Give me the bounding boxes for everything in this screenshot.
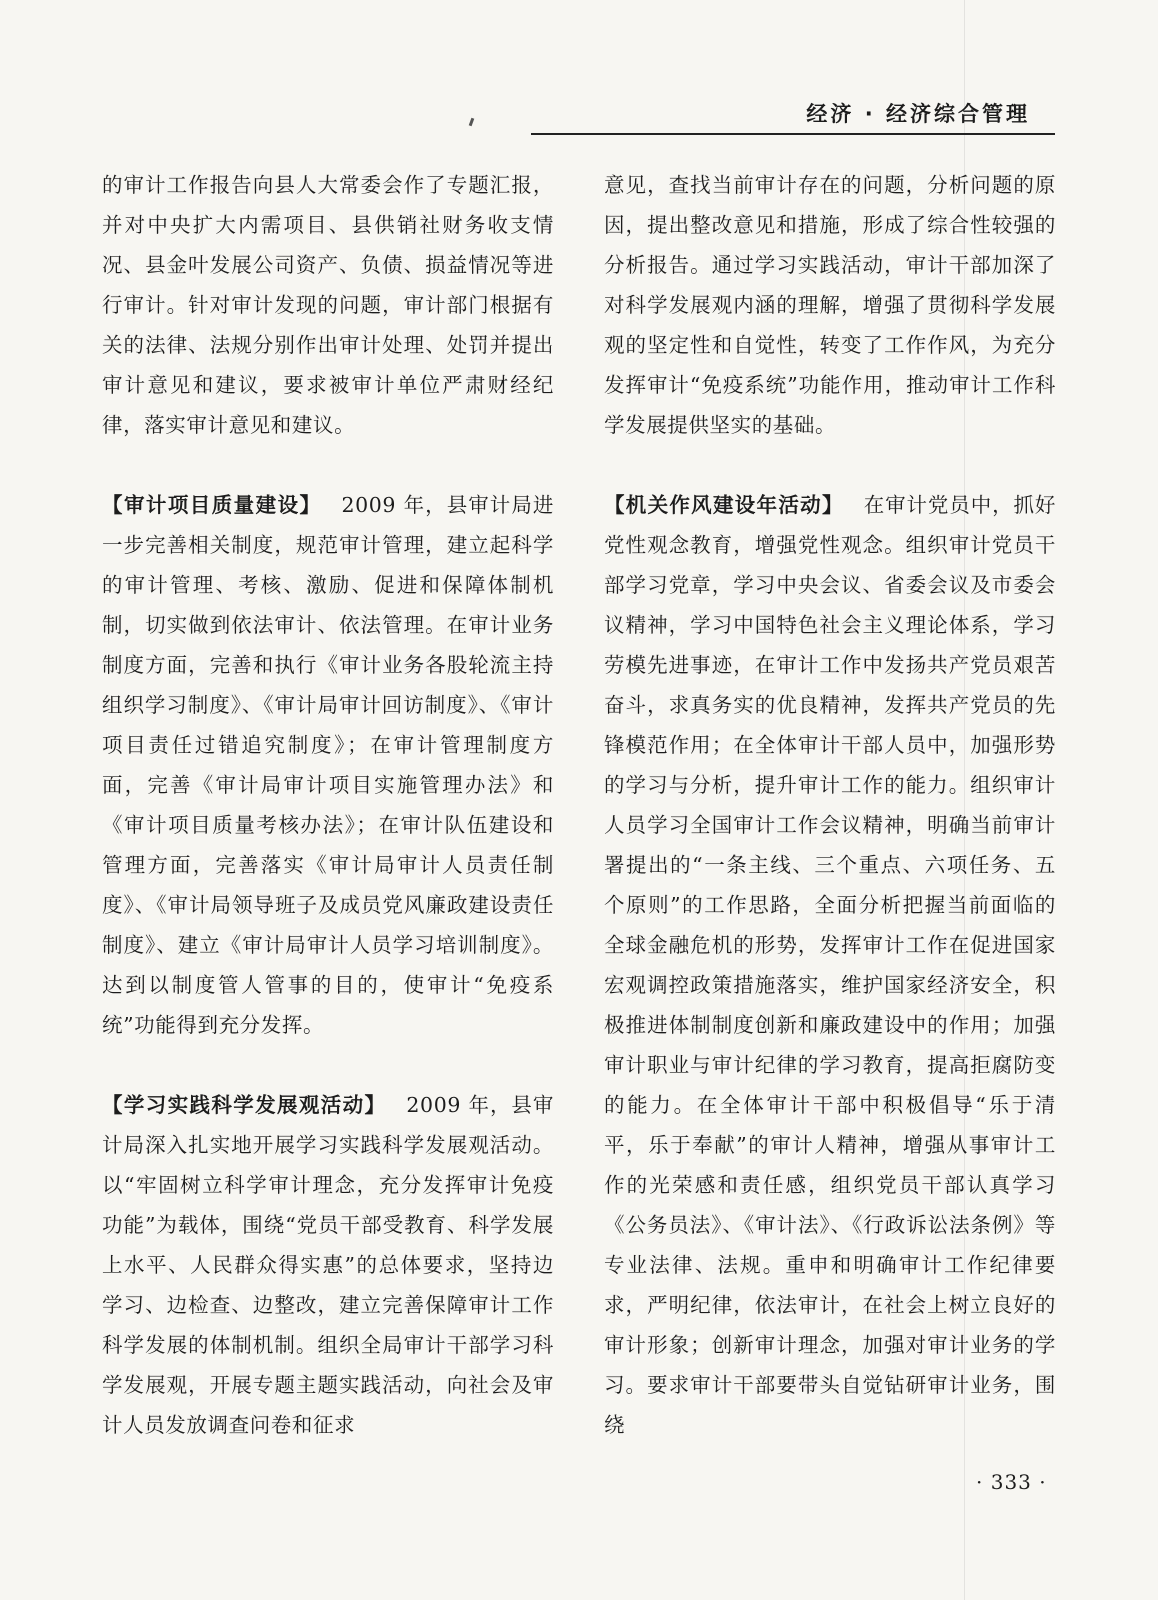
right-paragraph-1: 意见，查找当前审计存在的问题，分析问题的原因，提出整改意见和措施，形成了综合性较强的分析报告。通过学习实践活动，审计干部加深了对科学发展观内涵的理解，增强了贯彻科学发展观的坚定性和自觉性，转变了工作作风，为充分发挥审计“免疫系统”功能作用，推动审计工作科学发展提供坚实的基础。 [604, 173, 1056, 437]
section-text-study-practice: 2009 年，县审计局深入扎实地开展学习实践科学发展观活动。以“牢固树立科学审计理念，充分发挥审计免疫功能”为载体，围绕“党员干部受教育、科学发展上水平、人民群众得实惠”的总体要求，坚持边学习、边检查、边整改，建立完善保障审计工作科学发展的体制机制。组织全局审计干部学习科学发展观，开展专题主题实践活动，向社会及审计人员发放调查问卷和征求 [102, 1093, 555, 1437]
section-title-study-practice: 【学习实践科学发展观活动】 [102, 1093, 387, 1117]
header-mark [469, 118, 475, 127]
paragraph-gap [604, 445, 1056, 485]
section-audit-quality [102, 485, 554, 1045]
paragraph-gap [102, 1045, 554, 1085]
paragraph-gap [102, 445, 554, 485]
section-study-practice [102, 1085, 554, 1445]
section-title-audit-quality: 【审计项目质量建设】 [102, 493, 322, 517]
left-column [102, 165, 554, 1445]
right-column [604, 165, 1056, 1445]
page-number: · 333 · [976, 1470, 1047, 1494]
section-header-title: 经济 · 经济综合管理 [806, 102, 1030, 126]
section-work-style [604, 485, 1056, 1445]
section-text-work-style: 在审计党员中，抓好党性观念教育，增强党性观念。组织审计党员干部学习党章，学习中央会议、省委会议及市委会议精神，学习中国特色社会主义理论体系，学习劳模先进事迹，在审计工作中发扬共产党员艰苦奋斗，求真务实的优良精神，发挥共产党员的先锋模范作用；在全体审计干部人员中，加强形势的学习与分析，提升审计工作的能力。组织审计人员学习全国审计工作会议精神，明确当前审计署提出的“一条主线、三个重点、六项任务、五个原则”的工作思路，全面分析把握当前面临的全球金融危机的形势，发挥审计工作在促进国家宏观调控政策措施落实，维护国家经济安全，积极推进体制制度创新和廉政建设中的作用；加强审计职业与审计纪律的学习教育，提高拒腐防变的能力。在全体审计干部中积极倡导“乐于清平，乐于奉献”的审计人精神，增强从事审计工作的光荣感和责任感，组织党员干部认真学习《公务员法》、《审计法》、《行政诉讼法条例》等专业法律、法规。重申和明确审计工作纪律要求，严明纪律，依法审计，在社会上树立良好的审计形象；创新审计理念，加强对审计业务的学习。要求审计干部要带头自觉钻研审计业务，围绕 [604, 493, 1057, 1437]
header-rule [531, 133, 1055, 135]
section-title-work-style: 【机关作风建设年活动】 [604, 493, 844, 517]
section-text-audit-quality: 2009 年，县审计局进一步完善相关制度，规范审计管理，建立起科学的审计管理、考核、激励、促进和保障体制机制，切实做到依法审计、依法管理。在审计业务制度方面，完善和执行《审计业务各股轮流主持组织学习制度》、《审计局审计回访制度》、《审计项目责任过错追究制度》；在审计管理制度方面，完善《审计局审计项目实施管理办法》和《审计项目质量考核办法》；在审计队伍建设和管理方面，完善落实《审计局审计人员责任制度》、《审计局领导班子及成员党风廉政建设责任制度》、建立《审计局审计人员学习培训制度》。达到以制度管人管事的目的，使审计“免疫系统”功能得到充分发挥。 [102, 493, 555, 1037]
left-paragraph-1: 的审计工作报告向县人大常委会作了专题汇报，并对中央扩大内需项目、县供销社财务收支情况、县金叶发展公司资产、负债、损益情况等进行审计。针对审计发现的问题，审计部门根据有关的法律、法规分别作出审计处理、处罚并提出审计意见和建议，要求被审计单位严肃财经纪律，落实审计意见和建议。 [102, 173, 554, 437]
